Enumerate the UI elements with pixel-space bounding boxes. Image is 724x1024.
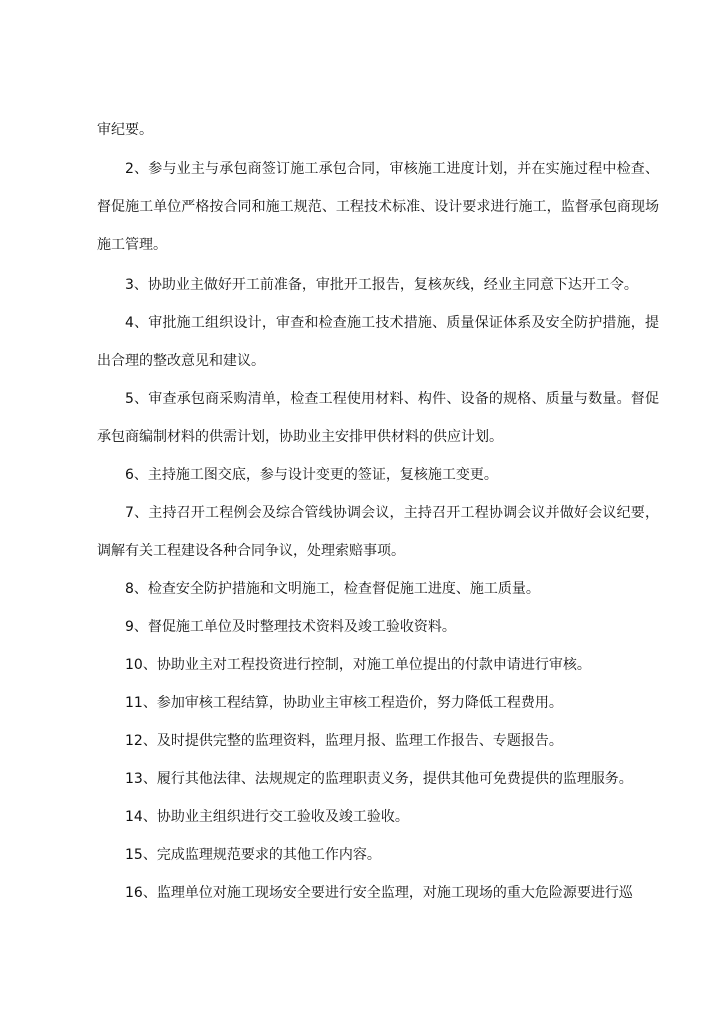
paragraph-item-6: 6、主持施工图交底，参与设计变更的签证，复核施工变更。	[125, 467, 498, 483]
paragraph-item-10: 10、协助业主对工程投资进行控制，对施工单位提出的付款申请进行审核。	[125, 657, 591, 673]
paragraph-item-9: 9、督促施工单位及时整理技术资料及竣工验收资料。	[125, 619, 456, 635]
paragraph-item-2: 2、参与业主与承包商签订施工承包合同，审核施工进度计划，并在实施过程中检查、督促施工单位严格按合同和施工规范、工程技术标准、设计要求进行施工，监督承包商现场施工管理。	[97, 161, 659, 253]
paragraph-item-8: 8、检查安全防护措施和文明施工，检查督促施工进度、施工质量。	[125, 581, 540, 597]
paragraph-item-11: 11、参加审核工程结算，协助业主审核工程造价，努力降低工程费用。	[125, 695, 563, 711]
paragraph-item-4: 4、审批施工组织设计，审查和检查施工技术措施、质量保证体系及安全防护措施，提出合理的整改意见和建议。	[97, 315, 659, 369]
paragraph-item-5: 5、审查承包商采购清单，检查工程使用材料、构件、设备的规格、质量与数量。督促承包商编制材料的供需计划，协助业主安排甲供材料的供应计划。	[97, 391, 659, 445]
paragraph-item-12: 12、及时提供完整的监理资料，监理月报、监理工作报告、专题报告。	[125, 733, 563, 749]
paragraph-item-7: 7、主持召开工程例会及综合管线协调会议，主持召开工程协调会议并做好会议纪要，调解有关工程建设各种合同争议，处理索赔事项。	[97, 505, 659, 559]
paragraph-item-14: 14、协助业主组织进行交工验收及竣工验收。	[125, 809, 409, 825]
paragraph-item-3: 3、协助业主做好开工前准备，审批开工报告，复核灰线，经业主同意下达开工令。	[125, 277, 638, 293]
paragraph-item-16: 16、监理单位对施工现场安全要进行安全监理，对施工现场的重大危险源要进行巡	[125, 885, 633, 901]
paragraph-item-15: 15、完成监理规范要求的其他工作内容。	[125, 847, 381, 863]
paragraph-item-13: 13、履行其他法律、法规规定的监理职责义务，提供其他可免费提供的监理服务。	[125, 771, 633, 787]
paragraph-continuation: 审纪要。	[97, 122, 153, 138]
